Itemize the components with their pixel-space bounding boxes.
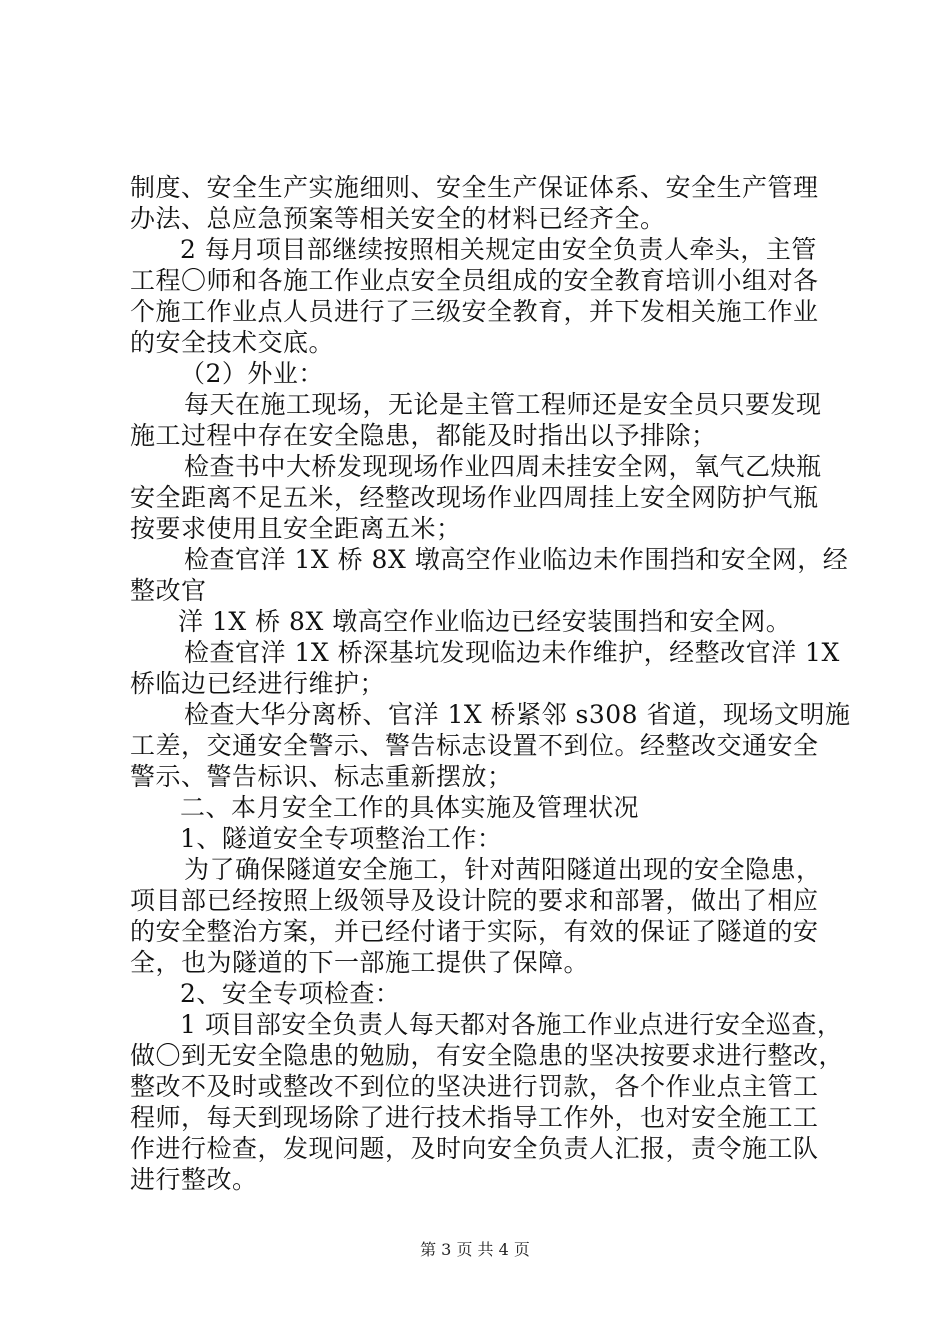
text-line: 程师，每天到现场除了进行技术指导工作外，也对安全施工工 (130, 1103, 819, 1132)
text-line: 桥临边已经进行维护； (130, 669, 386, 698)
text-line: 检查官洋 1X 桥 8X 墩高空作业临边未作围挡和安全网，经 (184, 545, 849, 574)
text-line: 全，也为隧道的下一部施工提供了保障。 (130, 948, 590, 977)
text-line: 作进行检查，发现问题，及时向安全负责人汇报，责令施工队 (130, 1134, 819, 1163)
text-line: 1、隧道安全专项整治工作： (180, 824, 503, 853)
text-line: 洋 1X 桥 8X 墩高空作业临边已经安装围挡和安全网。 (178, 607, 792, 636)
text-line: 进行整改。 (130, 1165, 258, 1194)
text-line: 整改官 (130, 576, 207, 605)
text-line: 办法、总应急预案等相关安全的材料已经齐全。 (130, 204, 666, 233)
text-line: 每天在施工现场，无论是主管工程师还是安全员只要发现 (184, 390, 822, 419)
text-line: 的安全技术交底。 (130, 328, 335, 357)
text-line: 项目部已经按照上级领导及设计院的要求和部署，做出了相应 (130, 886, 819, 915)
text-line: 检查官洋 1X 桥深基坑发现临边未作维护，经整改官洋 1X (184, 638, 840, 667)
text-line: 警示、警告标识、标志重新摆放； (130, 762, 513, 791)
text-line: 安全距离不足五米，经整改现场作业四周挂上安全网防护气瓶 (130, 483, 819, 512)
text-line: 做〇到无安全隐患的勉励，有安全隐患的坚决按要求进行整改， (130, 1041, 845, 1070)
text-line: 整改不及时或整改不到位的坚决进行罚款，各个作业点主管工 (130, 1072, 819, 1101)
page-footer: 第 3 页 共 4 页 (420, 1240, 530, 1259)
text-line: 制度、安全生产实施细则、安全生产保证体系、安全生产管理 (130, 173, 819, 202)
text-line: 工程〇师和各施工作业点安全员组成的安全教育培训小组对各 (130, 266, 819, 295)
text-line: 施工过程中存在安全隐患，都能及时指出以予排除； (130, 421, 717, 450)
text-line: 检查大华分离桥、官洋 1X 桥紧邻 s308 省道，现场文明施 (184, 700, 851, 729)
document-body (130, 172, 851, 1195)
text-line: 个施工作业点人员进行了三级安全教育，并下发相关施工作业 (130, 297, 819, 326)
text-line: 为了确保隧道安全施工，针对茜阳隧道出现的安全隐患， (184, 855, 822, 884)
text-line: 二、本月安全工作的具体实施及管理状况 (180, 793, 640, 822)
text-line: 按要求使用且安全距离五米； (130, 514, 462, 543)
text-line: 的安全整治方案，并已经付诸于实际，有效的保证了隧道的安 (130, 917, 819, 946)
text-line: （2）外业： (180, 359, 324, 388)
text-line: 工差，交通安全警示、警告标志设置不到位。经整改交通安全 (130, 731, 819, 760)
text-line: 2 每月项目部继续按照相关规定由安全负责人牵头，主管 (180, 235, 817, 264)
text-line: 检查书中大桥发现现场作业四周未挂安全网，氧气乙炔瓶 (184, 452, 822, 481)
text-line: 2、安全专项检查： (180, 979, 401, 1008)
text-line: 1 项目部安全负责人每天都对各施工作业点进行安全巡查， (180, 1010, 843, 1039)
